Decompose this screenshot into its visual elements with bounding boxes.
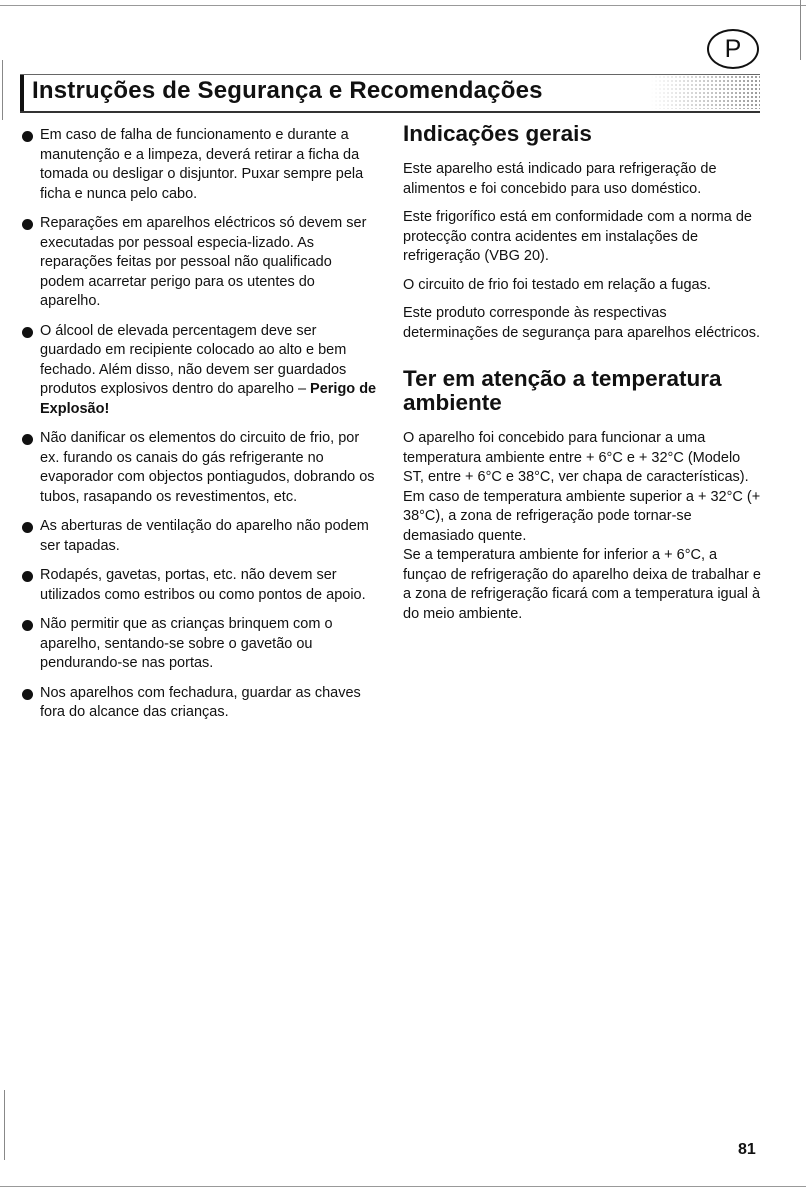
safety-item: Nos aparelhos com fechadura, guardar as chaves fora do alcance das crianças. <box>22 684 377 723</box>
info-column <box>403 122 763 624</box>
header-halftone-pattern <box>650 75 760 109</box>
safety-item: As aberturas de ventilação do aparelho não podem ser tapadas. <box>22 517 377 556</box>
bullet-icon <box>22 689 33 700</box>
bullet-icon <box>22 434 33 445</box>
safety-item: O álcool de elevada percentagem deve ser guardado em recipiente colocado ao alto e bem fechado. Além disso, não devem ser guardados produtos explosivos dentro do aparelho – Perigo de Explosão! <box>22 322 377 420</box>
bullet-icon <box>22 327 33 338</box>
general-paragraph: Este frigorífico está em conformidade com a norma de protecção contra acidentes em instalações de refrigeração (VBG 20). <box>403 209 752 264</box>
ambient-heading: Ter em atenção a temperatura ambiente <box>403 366 722 415</box>
ambient-paragraph: Se a temperatura ambiente for inferior a + 6°C, a funçao de refrigeração do aparelho deixa de trabalhar e a zona de refrigeração ficará com a temperatura igual à do meio ambiente. <box>403 547 761 622</box>
safety-list <box>22 126 377 723</box>
explosion-warning: Perigo de Explosão! <box>40 381 377 417</box>
margin-mark <box>4 1090 5 1160</box>
margin-mark <box>800 0 801 60</box>
ambient-paragraph: Em caso de temperatura ambiente superior a + 32°C (+ 38°C), a zona de refrigeração pode tornar-se demasiado quente. <box>403 488 761 544</box>
top-rule <box>0 5 806 6</box>
safety-item: Não permitir que as crianças brinquem com o aparelho, sentando-se sobre o gavetão ou pendurando-se nas portas. <box>22 615 377 674</box>
bullet-icon <box>22 522 33 533</box>
bullet-icon <box>22 571 33 582</box>
general-paragraph: Este aparelho está indicado para refrigeração de alimentos e foi concebido para uso doméstico. <box>403 161 717 197</box>
page-number: 81 <box>738 1141 756 1158</box>
bullet-icon <box>22 219 33 230</box>
general-paragraph: Este produto corresponde às respectivas determinações de segurança para aparelhos eléctricos. <box>403 305 761 341</box>
margin-mark <box>2 60 3 120</box>
bottom-rule <box>0 1186 806 1187</box>
safety-item: Rodapés, gavetas, portas, etc. não devem ser utilizados como estribos ou como pontos de apoio. <box>22 566 377 605</box>
bullet-icon <box>22 620 33 631</box>
language-badge: P <box>707 29 759 69</box>
section-header <box>20 74 760 113</box>
ambient-paragraph: O aparelho foi concebido para funcionar a uma temperatura ambiente entre + 6°C e + 32°C (Modelo ST, entre + 6°C e 38°C, ver chapa de características). <box>403 430 749 485</box>
safety-item: Reparações em aparelhos eléctricos só devem ser executadas por pessoal especia-lizado. As reparações feitas por pessoal não qualificado podem acarretar perigo para os utentes do aparelho. <box>22 214 377 312</box>
general-paragraph: O circuito de frio foi testado em relação a fugas. <box>403 276 711 293</box>
general-heading: Indicações gerais <box>403 121 592 146</box>
bullet-icon <box>22 131 33 142</box>
safety-item: Em caso de falha de funcionamento e durante a manutenção e a limpeza, deverá retirar a ficha da tomada ou desligar o disjuntor. Puxar sempre pela ficha e nunca pelo cabo. <box>22 126 377 204</box>
page-title: Instruções de Segurança e Recomendações <box>32 77 543 104</box>
safety-item: Não danificar os elementos do circuito de frio, por ex. furando os canais do gás refrigerante no evaporador com objectos pontiagudos, dobrando os tubos, rasapando os revestimentos, etc. <box>22 429 377 507</box>
safety-column <box>22 126 377 733</box>
header-accent-bar <box>20 75 24 111</box>
